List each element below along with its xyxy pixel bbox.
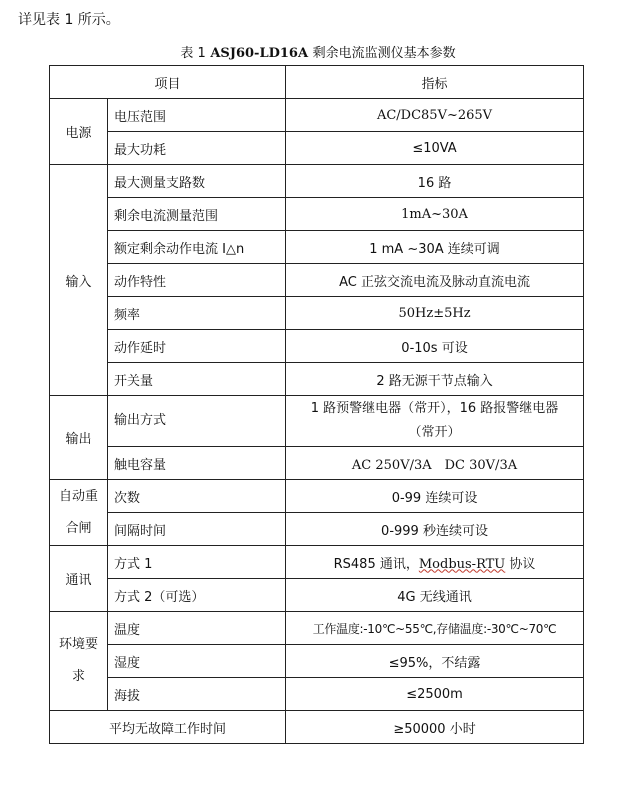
group-reclose: [50, 480, 108, 546]
row-value: AC/DC85V~265V: [286, 99, 584, 132]
table-row: [50, 579, 584, 612]
row-value-part: 协议: [505, 556, 536, 572]
group-input: 输入: [50, 165, 108, 396]
group-line: 求: [71, 669, 85, 684]
row-label: 最大测量支路数: [108, 165, 286, 198]
row-value: ≤10VA: [286, 132, 584, 165]
row-label: 输出方式: [108, 396, 286, 447]
table-row: [50, 330, 584, 363]
row-label: 额定剩余动作电流 I△n: [108, 231, 286, 264]
row-value-line: 1 路预警继电器（常开），16 路报警继电器: [310, 401, 559, 416]
table-caption: [0, 42, 636, 61]
row-value: 0-10s 可设: [286, 330, 584, 363]
group-env: [50, 612, 108, 711]
row-label: 电压范围: [108, 99, 286, 132]
group-output: 输出: [50, 396, 108, 480]
table-row: [50, 396, 584, 447]
caption-title: 剩余电流监测仪基本参数: [312, 46, 456, 61]
table-row: [50, 264, 584, 297]
row-label: 温度: [108, 612, 286, 645]
mtbf-value: ≥50000 小时: [286, 711, 584, 744]
row-value: 0-99 连续可设: [286, 480, 584, 513]
row-value: [286, 546, 584, 579]
row-label: 剩余电流测量范围: [108, 198, 286, 231]
table-row: [50, 198, 584, 231]
intro-text: 详见表 1 所示。: [18, 12, 120, 28]
group-power: 电源: [50, 99, 108, 165]
row-value: 1 mA ~30A 连续可调: [286, 231, 584, 264]
group-comm: 通讯: [50, 546, 108, 612]
table-row: [50, 546, 584, 579]
row-value: 1mA~30A: [286, 198, 584, 231]
row-value: 工作温度:-10℃~55℃,存储温度:-30℃~70℃: [286, 612, 584, 645]
group-line: 环境要: [58, 637, 98, 652]
header-row: [50, 66, 584, 99]
row-label: 湿度: [108, 645, 286, 678]
row-label: 方式 1: [108, 546, 286, 579]
row-value: 2 路无源干节点输入: [286, 363, 584, 396]
row-label: 方式 2（可选）: [108, 579, 286, 612]
row-value: AC 250V/3A DC 30V/3A: [286, 447, 584, 480]
row-value: [286, 396, 584, 447]
table-row: [50, 297, 584, 330]
row-label: 动作特性: [108, 264, 286, 297]
row-label: 动作延时: [108, 330, 286, 363]
row-label: 最大功耗: [108, 132, 286, 165]
table-row: [50, 513, 584, 546]
table-row: [50, 363, 584, 396]
row-value: 0-999 秒连续可设: [286, 513, 584, 546]
header-spec: 指标: [286, 66, 584, 99]
row-value-part: RS485 通讯，: [333, 556, 419, 572]
row-value: AC 正弦交流电流及脉动直流电流: [286, 264, 584, 297]
row-value: 4G 无线通讯: [286, 579, 584, 612]
group-line: 自动重: [58, 488, 98, 504]
header-item: 项目: [50, 66, 286, 99]
table-row: [50, 99, 584, 132]
parameter-table: [49, 65, 584, 744]
table-row: [50, 678, 584, 711]
row-value-line: （常开）: [408, 425, 461, 440]
table-row: [50, 165, 584, 198]
table-row: [50, 711, 584, 744]
table-row: [50, 132, 584, 165]
table-row: [50, 645, 584, 678]
group-line: 合闸: [65, 520, 92, 536]
table-row: [50, 612, 584, 645]
row-value-part: Modbus-RTU: [418, 556, 506, 572]
row-label: 频率: [108, 297, 286, 330]
caption-number: 表 1: [180, 46, 206, 61]
table-row: [50, 231, 584, 264]
row-value: ≤95%，不结露: [286, 645, 584, 678]
row-label: 海拔: [108, 678, 286, 711]
row-label: 间隔时间: [108, 513, 286, 546]
row-value: 16 路: [286, 165, 584, 198]
row-label: 开关量: [108, 363, 286, 396]
row-value: 50Hz±5Hz: [286, 297, 584, 330]
row-label: 次数: [108, 480, 286, 513]
table-row: [50, 447, 584, 480]
mtbf-label: 平均无故障工作时间: [50, 711, 286, 744]
row-label: 触电容量: [108, 447, 286, 480]
table-row: [50, 480, 584, 513]
caption-model: ASJ60-LD16A: [210, 46, 309, 61]
row-value: ≤2500m: [286, 678, 584, 711]
